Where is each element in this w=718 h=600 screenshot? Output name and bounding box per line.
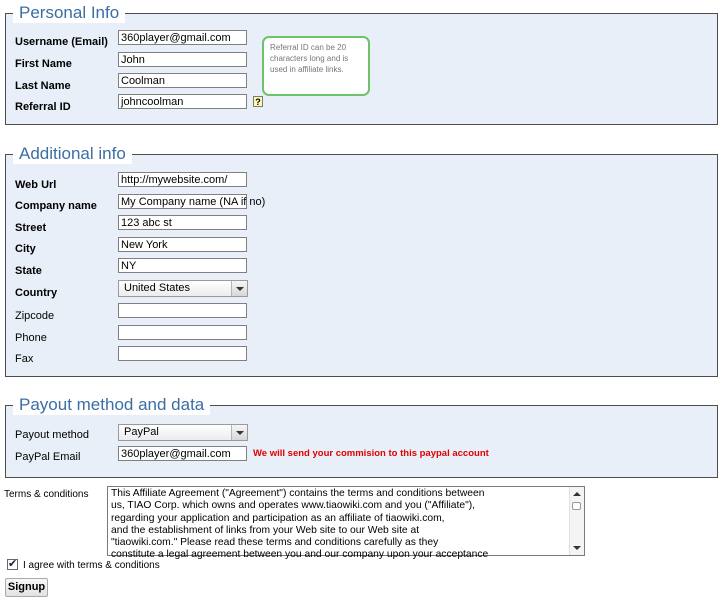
first-name-field[interactable]: John [118,52,247,67]
country-label: Country [15,287,58,299]
web-url-field[interactable]: http://mywebsite.com/ [118,172,247,187]
referral-id-tooltip: Referral ID can be 20 characters long and is used in affiliate links. [262,36,370,96]
help-icon[interactable]: ? [253,96,263,107]
payout-method-label: Payout method [15,429,89,441]
web-url-label: Web Url [15,179,57,191]
additional-info-section [5,144,718,377]
city-field[interactable]: New York [118,237,247,252]
referral-id-field[interactable]: johncoolman [118,94,247,109]
street-field[interactable]: 123 abc st [118,215,247,230]
username-field[interactable]: 360player@gmail.com [118,30,247,45]
street-label: Street [15,222,47,234]
phone-label: Phone [15,332,47,344]
payout-section [5,395,718,478]
zipcode-label: Zipcode [15,310,55,322]
last-name-label: Last Name [15,80,71,92]
fax-label: Fax [15,353,34,365]
country-select[interactable] [118,280,248,297]
paypal-email-field[interactable]: 360player@gmail.com [118,446,247,461]
agree-checkbox[interactable] [7,559,18,570]
fax-field[interactable] [118,346,247,361]
zipcode-field[interactable] [118,303,247,318]
city-label: City [15,243,36,255]
signup-button[interactable]: Signup [5,578,48,597]
terms-textarea[interactable] [107,486,585,561]
first-name-label: First Name [15,58,72,70]
chevron-down-icon[interactable] [231,281,247,296]
last-name-field[interactable]: Coolman [118,73,247,88]
username-label: Username (Email) [15,36,108,48]
phone-field[interactable] [118,325,247,340]
scroll-thumb[interactable] [572,502,581,510]
country-select-value: United States [124,282,191,294]
scroll-up-icon[interactable] [573,492,581,496]
chevron-down-icon[interactable] [231,425,247,440]
referral-id-label: Referral ID [15,101,71,113]
terms-text: This Affiliate Agreement ("Agreement") contains the terms and conditions between us, TIAO Corp. which owns and operates www.tiaowiki.com and you ("Affiliate"), regarding your application and participation as an affiliate of tiaowiki.com, and the establishment of links from your Web site to our Web site at "tiaowiki.com." Please read these terms and conditions carefully as they constitute a legal agreement between you and our company upon your acceptance [111,488,489,561]
agree-label: I agree with terms & conditions [23,560,160,571]
state-label: State [15,265,42,277]
personal-info-legend: Personal Info [13,3,125,23]
terms-scrollbar[interactable] [569,487,584,555]
company-name-field[interactable]: My Company name (NA if no) [118,194,247,209]
payout-legend: Payout method and data [13,395,210,415]
payout-method-value: PayPal [124,426,159,438]
terms-label: Terms & conditions [4,489,89,500]
state-field[interactable]: NY [118,258,247,273]
company-name-label: Company name [15,200,97,212]
paypal-notice: We will send your commision to this paypal account [253,448,489,459]
paypal-email-label: PayPal Email [15,451,81,463]
additional-info-legend: Additional info [13,144,132,164]
payout-method-select[interactable] [118,424,248,441]
scroll-down-icon[interactable] [573,546,581,550]
